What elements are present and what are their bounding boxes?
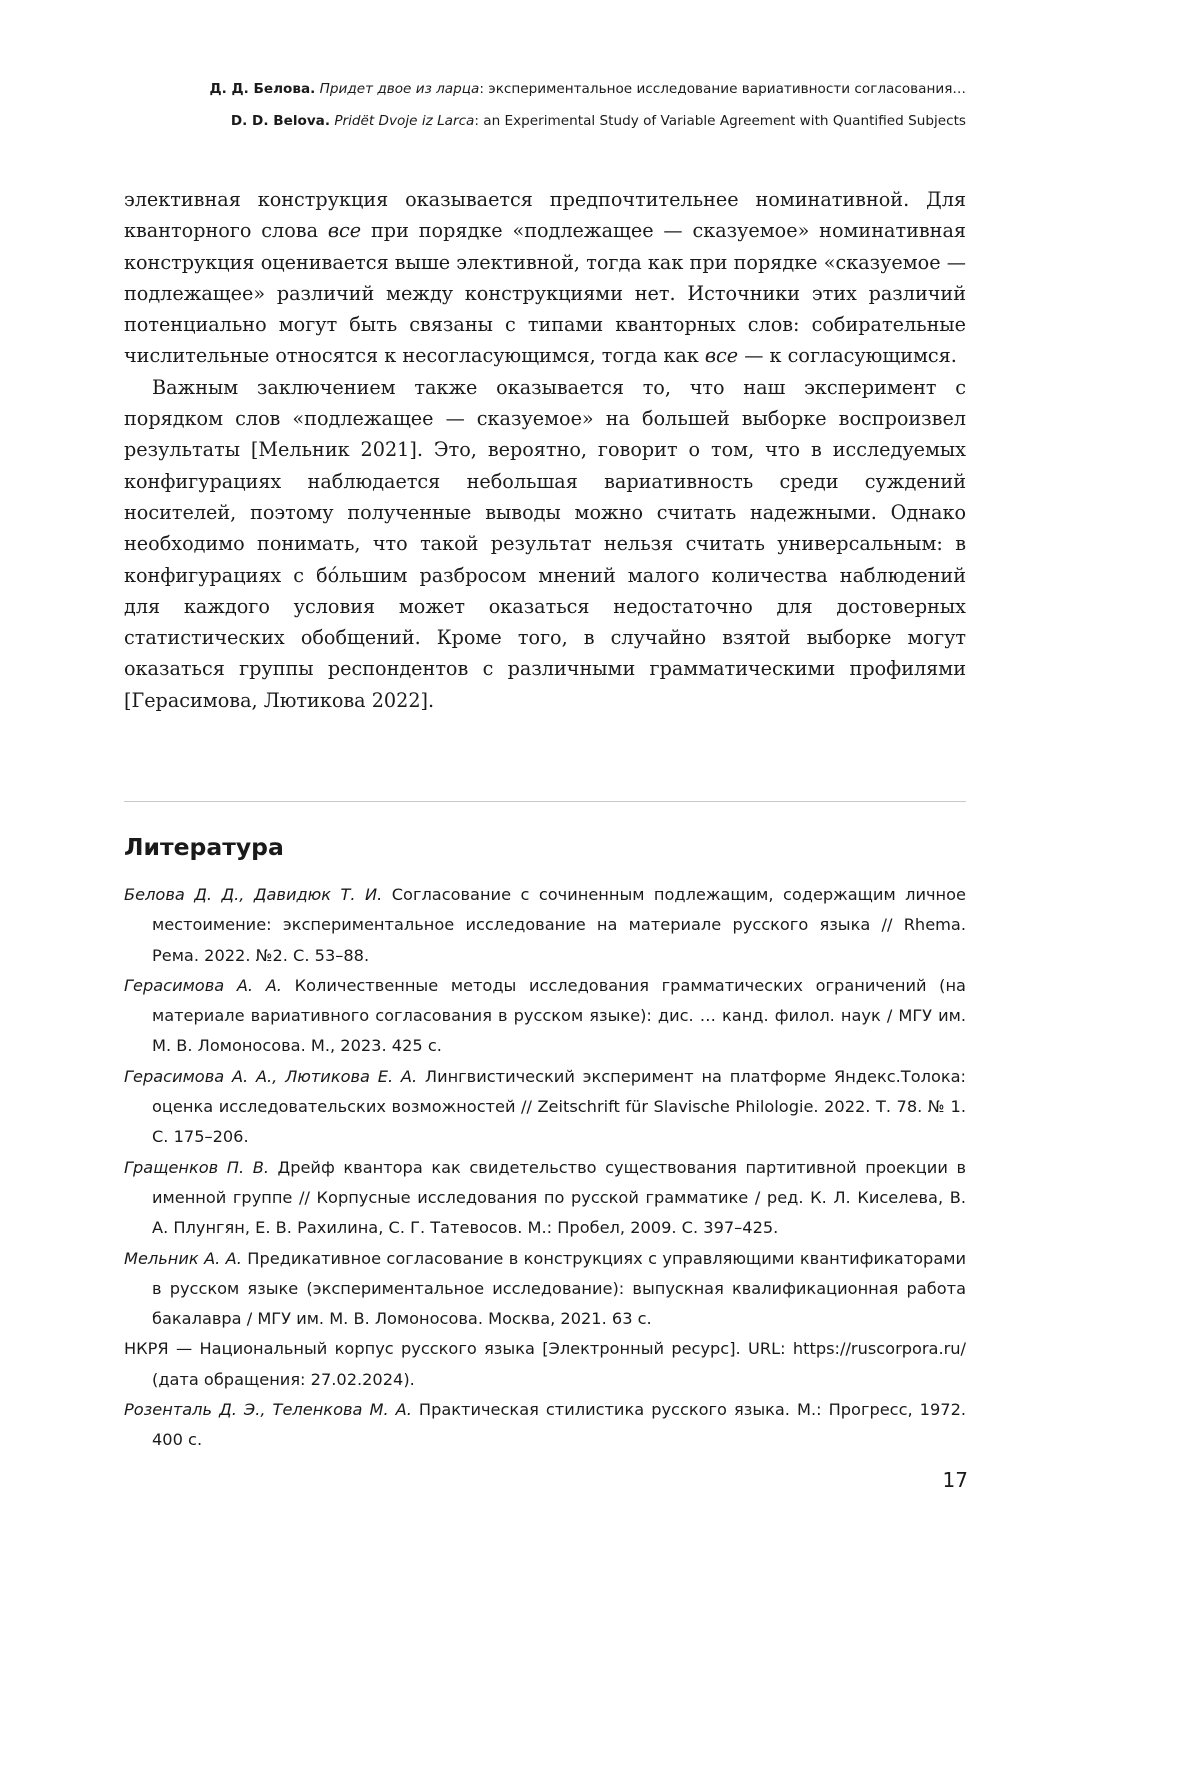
page-number: 17 <box>942 1468 968 1492</box>
reference-authors: Розенталь Д. Э., Теленкова М. А. <box>124 1400 412 1420</box>
reference-text: Предикативное согласование в конструкциях с управляющими квантификаторами в русском языке (экспериментальное исследование): выпускная квалификационная работа бакалавра / МГУ им. М. В. Ломоносова. Москва, 2021. 63 с. <box>152 1248 966 1329</box>
references-title: Литература <box>124 833 284 861</box>
reference-authors: Герасимова А. А., Лютикова Е. А. <box>124 1066 418 1086</box>
running-head-author-en: D. D. Belova. <box>230 113 331 129</box>
reference-text: Количественные методы исследования грамматических ограничений (на материале вариативного согласования в русском языке): дис. … канд. филол. наук / МГУ им. М. В. Ломоносова. М., 2023. 425 с. <box>152 975 966 1056</box>
running-head-english <box>231 113 966 129</box>
reference-authors: Герасимова А. А. <box>124 975 282 995</box>
running-head-subtitle-ru: : экспериментальное исследование вариативности согласования… <box>479 81 966 97</box>
quantifier-vse: все <box>704 344 739 368</box>
reference-text: Согласование с сочиненным подлежащим, содержащим личное местоимение: экспериментальное исследование на материале русского языка // Rhema. Рема. 2022. №2. С. 53–88. <box>152 885 966 965</box>
reference-list <box>124 880 966 1456</box>
paragraph-2: Важным заключением также оказывается то, что наш эксперимент с порядком слов «подлежащее — сказуемое» на большей выборке воспроизвел результаты [Мельник 2021]. Это, вероятно, говорит о том, что в исследуемых конфигурациях наблюдается небольшая вариативность среди суждений носителей, поэтому полученные выводы можно считать надежными. Однако необходимо понимать, что такой результат нельзя считать универсальным: в конфигурациях с бóльшим разбросом мнений малого количества наблюдений для каждого условия может оказаться недостаточно для достоверных статистических обобщений. Кроме того, в случайно взятой выборке могут оказаться группы респондентов с различными грамматическими профилями [Герасимова, Лютикова 2022]. <box>124 375 966 712</box>
reference-item <box>124 1244 966 1335</box>
reference-item <box>124 1395 966 1456</box>
paragraph-1: элективная конструкция оказывается предпочтительнее номинативной. Для кванторного слова все при порядке «подлежащее — сказуемое» номинативная конструкция оценивается выше элективной, тогда как при порядке «сказуемое — подлежащее» различий между конструкциями нет. Источники этих различий потенциально могут быть связаны с типами кванторных слов: собирательные числительные относятся к несогласующимся, тогда как все — к согласующимся. <box>124 188 966 368</box>
reference-text: Лингвистический эксперимент на платформе Яндекс.Толока: оценка исследовательских возможностей // Zeitschrift für Slavische Philologie. 2022. Т. 78. № 1. С. 175–206. <box>152 1066 966 1147</box>
reference-item <box>124 1062 966 1153</box>
reference-authors: Мельник А. А. <box>124 1248 242 1268</box>
reference-text: Дрейф квантора как свидетельство существования партитивной проекции в именной группе // Корпусные исследования по русской грамматике / ред. К. Л. Киселева, В. А. Плунгян, Е. В. Рахилина, С. Г. Татевосов. М.: Пробел, 2009. С. 397–425. <box>152 1157 966 1238</box>
reference-item <box>124 880 966 971</box>
running-head-title-en: Pridët Dvoje iz Larca <box>334 113 475 129</box>
quantifier-vse: все <box>327 219 362 243</box>
reference-item <box>124 1153 966 1244</box>
running-head-author-ru: Д. Д. Белова. <box>209 81 316 97</box>
running-head-russian <box>209 81 966 97</box>
reference-text: НКРЯ — Национальный корпус русского языка [Электронный ресурс]. URL: https://ruscorpora.ru/ (дата обращения: 27.02.2024). <box>124 1339 966 1389</box>
reference-item <box>124 1334 966 1395</box>
reference-authors: Белова Д. Д., Давидюк Т. И. <box>124 885 383 904</box>
reference-authors: Гращенков П. В. <box>124 1157 269 1177</box>
reference-item <box>124 971 966 1062</box>
running-head-title-ru: Придет двое из ларца <box>319 81 480 97</box>
reference-text: Практическая стилистика русского языка. М.: Прогресс, 1972. 400 с. <box>152 1400 967 1450</box>
running-head-subtitle-en: : an Experimental Study of Variable Agreement with Quantified Subjects <box>474 113 966 129</box>
body-text <box>124 184 966 716</box>
section-divider <box>124 801 966 802</box>
